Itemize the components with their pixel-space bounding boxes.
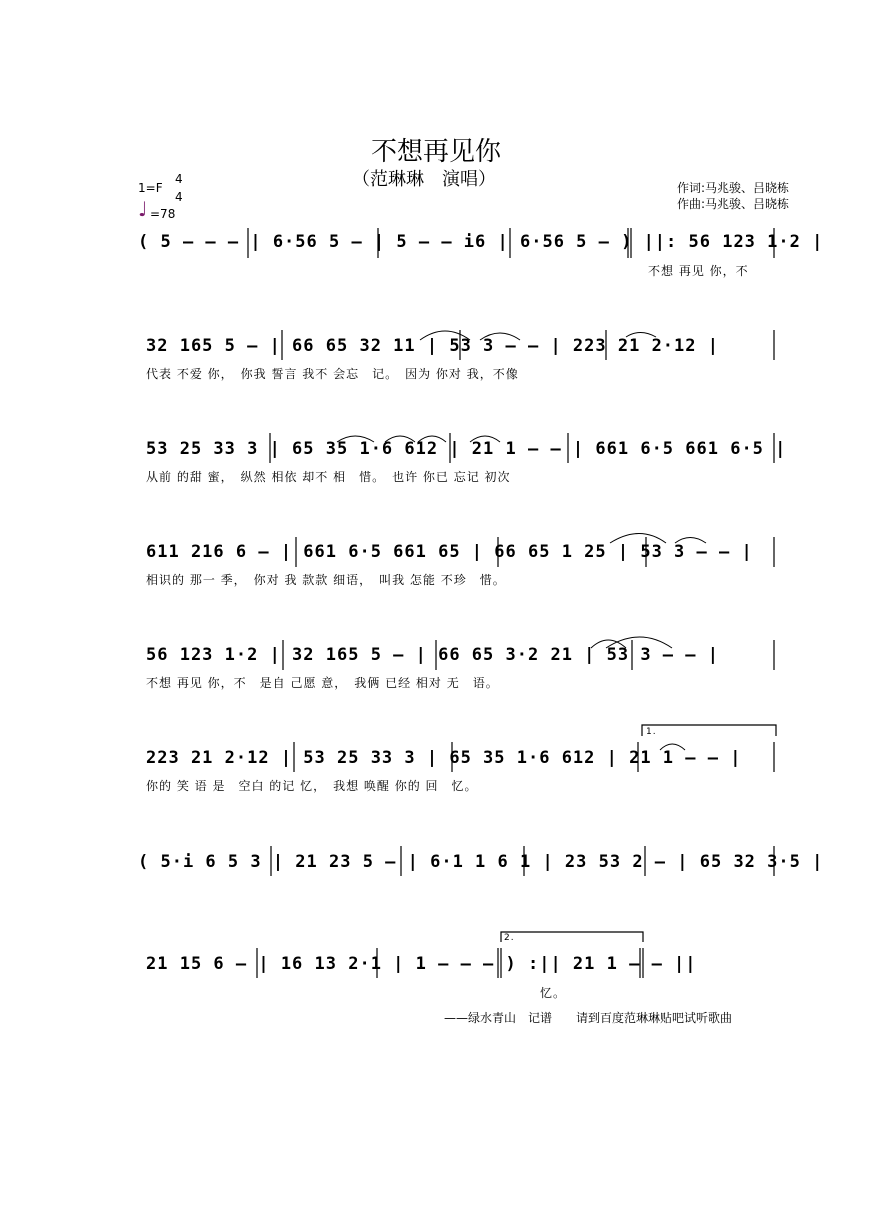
notation-line-5: 56 123 1·2 | 32 165 5 — | 66 65 3·2 21 | 53 3 — — |	[146, 645, 719, 665]
lyrics-line-1: 不想 再见 你，不	[648, 264, 749, 278]
notation-line-2: 32 165 5 — | 66 65 32 11 | 53 3 — — | 223 21 2·12 |	[146, 336, 719, 356]
time-signature-top: 4	[175, 172, 183, 186]
volta-2-label: 2.	[504, 933, 515, 943]
lyrics-line-6: 你的 笑 语 是 空白 的记 忆， 我想 唤醒 你的 回 忆。	[146, 779, 478, 793]
song-title: 不想再见你	[371, 137, 502, 167]
time-signature-bottom: 4	[175, 190, 183, 204]
notation-line-7: ( 5·i 6 5 3 | 21 23 5 — | 6·1 1 6 1 | 23 53 2 — | 65 32 3·5 |	[138, 852, 824, 872]
notation-line-6: 223 21 2·12 | 53 25 33 3 | 65 35 1·6 612 | 21 1 — — |	[146, 748, 742, 768]
listen-note: 请到百度范琳琳贴吧试听歌曲	[576, 1011, 733, 1025]
lyrics-line-8: 忆。	[540, 986, 567, 1000]
notation-line-8: 21 15 6 — | 16 13 2·1 | 1 — — — ) :|| 21 1 — — ||	[146, 954, 697, 974]
lyrics-line-3: 从前 的甜 蜜， 纵然 相依 却不 相 惜。 也许 你已 忘记 初次	[146, 470, 511, 484]
notation-line-4: 611 216 6 — | 661 6·5 661 65 | 66 65 1 25 | 53 3 — — |	[146, 542, 753, 562]
transcriber-credit: ——绿水青山 记谱	[444, 1011, 553, 1025]
tempo-marking: =78	[150, 207, 176, 221]
composer-credit: 作曲:马兆骏、吕晓栋	[677, 197, 790, 211]
notation-line-3: 53 25 33 3 | 65 35 1·6 612 | 21 1 — — | 661 6·5 661 6·5 |	[146, 439, 787, 459]
notation-line-1: ( 5 — — — | 6·56 5 — | 5 — — i6 | 6·56 5 — ) ||: 56 123 1·2 |	[138, 232, 824, 252]
lyrics-line-4: 相识的 那一 季， 你对 我 款款 细语， 叫我 怎能 不珍 惜。	[146, 573, 506, 587]
volta-1-label: 1.	[646, 727, 657, 737]
performer-subtitle: （范琳琳 演唱）	[352, 169, 496, 190]
lyricist-credit: 作词:马兆骏、吕晓栋	[677, 181, 790, 195]
key-signature: 1=F	[138, 181, 163, 195]
lyrics-line-2: 代表 不爱 你， 你我 誓言 我不 会忘 记。 因为 你对 我，不像	[146, 367, 519, 381]
quarter-note-icon: ♩	[138, 197, 148, 221]
lyrics-line-5: 不想 再见 你，不 是自 己愿 意， 我俩 已经 相对 无 语。	[146, 676, 499, 690]
